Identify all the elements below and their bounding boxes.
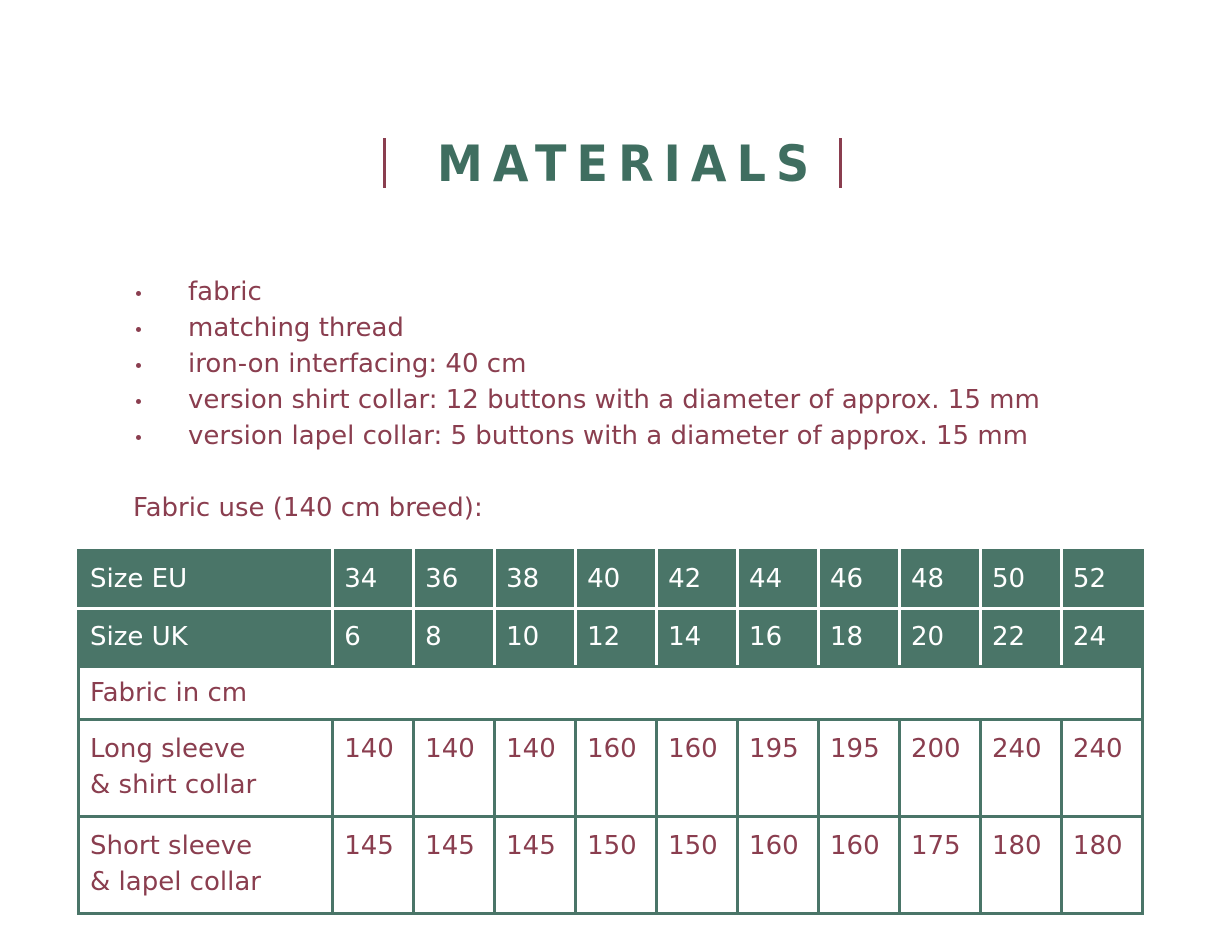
- size-uk-label: Size UK: [79, 609, 333, 667]
- table-cell: 240: [980, 720, 1061, 817]
- title-divider-right: [839, 138, 842, 188]
- size-eu-cell: 36: [414, 551, 495, 609]
- table-row: [79, 720, 1143, 817]
- row-label-line: Long sleeve: [90, 734, 246, 764]
- title-divider-left: [383, 138, 386, 188]
- size-eu-cell: 34: [333, 551, 414, 609]
- row-label-long-sleeve: [79, 720, 333, 817]
- table-cell: 150: [657, 817, 738, 914]
- fabric-size-table: [77, 549, 1144, 915]
- size-eu-cell: 38: [495, 551, 576, 609]
- row-label-line: & lapel collar: [90, 867, 261, 897]
- table-cell: 240: [1061, 720, 1142, 817]
- bullet-icon: [136, 291, 141, 296]
- size-uk-cell: 8: [414, 609, 495, 667]
- table-cell: 145: [495, 817, 576, 914]
- list-item-text: matching thread: [188, 313, 404, 343]
- list-item-text: version shirt collar: 12 buttons with a diameter of approx. 15 mm: [188, 385, 1040, 415]
- size-eu-cell: 46: [819, 551, 900, 609]
- title-block: [0, 128, 1230, 198]
- size-eu-cell: 50: [980, 551, 1061, 609]
- table-cell: 160: [819, 817, 900, 914]
- table-cell: 140: [333, 720, 414, 817]
- table-cell: 180: [980, 817, 1061, 914]
- table-cell: 145: [333, 817, 414, 914]
- size-eu-cell: 42: [657, 551, 738, 609]
- list-item: [132, 346, 1040, 382]
- page-title: MATERIALS: [437, 135, 820, 193]
- table-cell: 160: [576, 720, 657, 817]
- list-item-text: fabric: [188, 277, 262, 307]
- list-item-text: version lapel collar: 5 buttons with a diameter of approx. 15 mm: [188, 421, 1029, 451]
- table-cell: 175: [899, 817, 980, 914]
- table-cell: 195: [819, 720, 900, 817]
- table-cell: 145: [414, 817, 495, 914]
- size-uk-cell: 12: [576, 609, 657, 667]
- table-cell: 160: [657, 720, 738, 817]
- row-label-line: & shirt collar: [90, 770, 257, 800]
- size-uk-row: [79, 609, 1143, 667]
- list-item-text: iron-on interfacing: 40 cm: [188, 349, 527, 379]
- size-eu-cell: 52: [1061, 551, 1142, 609]
- table-cell: 200: [899, 720, 980, 817]
- size-uk-cell: 24: [1061, 609, 1142, 667]
- size-eu-label: Size EU: [79, 551, 333, 609]
- list-item: [132, 418, 1040, 454]
- table-row: [79, 817, 1143, 914]
- size-eu-row: [79, 551, 1143, 609]
- size-uk-cell: 22: [980, 609, 1061, 667]
- bullet-icon: [136, 327, 141, 332]
- size-uk-cell: 10: [495, 609, 576, 667]
- fabric-use-heading: Fabric use (140 cm breed):: [133, 493, 483, 523]
- row-label-line: Short sleeve: [90, 831, 253, 861]
- size-eu-cell: 48: [899, 551, 980, 609]
- size-uk-cell: 18: [819, 609, 900, 667]
- size-uk-cell: 16: [738, 609, 819, 667]
- fabric-section-label: Fabric in cm: [79, 667, 1143, 720]
- table-cell: 150: [576, 817, 657, 914]
- fabric-section-row: [79, 667, 1143, 720]
- table-cell: 180: [1061, 817, 1142, 914]
- size-uk-cell: 20: [899, 609, 980, 667]
- size-eu-cell: 40: [576, 551, 657, 609]
- size-uk-cell: 14: [657, 609, 738, 667]
- bullet-icon: [136, 399, 141, 404]
- row-label-short-sleeve: [79, 817, 333, 914]
- materials-list: [132, 274, 1040, 454]
- table-cell: 195: [738, 720, 819, 817]
- list-item: [132, 382, 1040, 418]
- bullet-icon: [136, 435, 141, 440]
- table-cell: 140: [495, 720, 576, 817]
- table-cell: 160: [738, 817, 819, 914]
- size-eu-cell: 44: [738, 551, 819, 609]
- table-cell: 140: [414, 720, 495, 817]
- list-item: [132, 310, 1040, 346]
- size-uk-cell: 6: [333, 609, 414, 667]
- bullet-icon: [136, 363, 141, 368]
- list-item: [132, 274, 1040, 310]
